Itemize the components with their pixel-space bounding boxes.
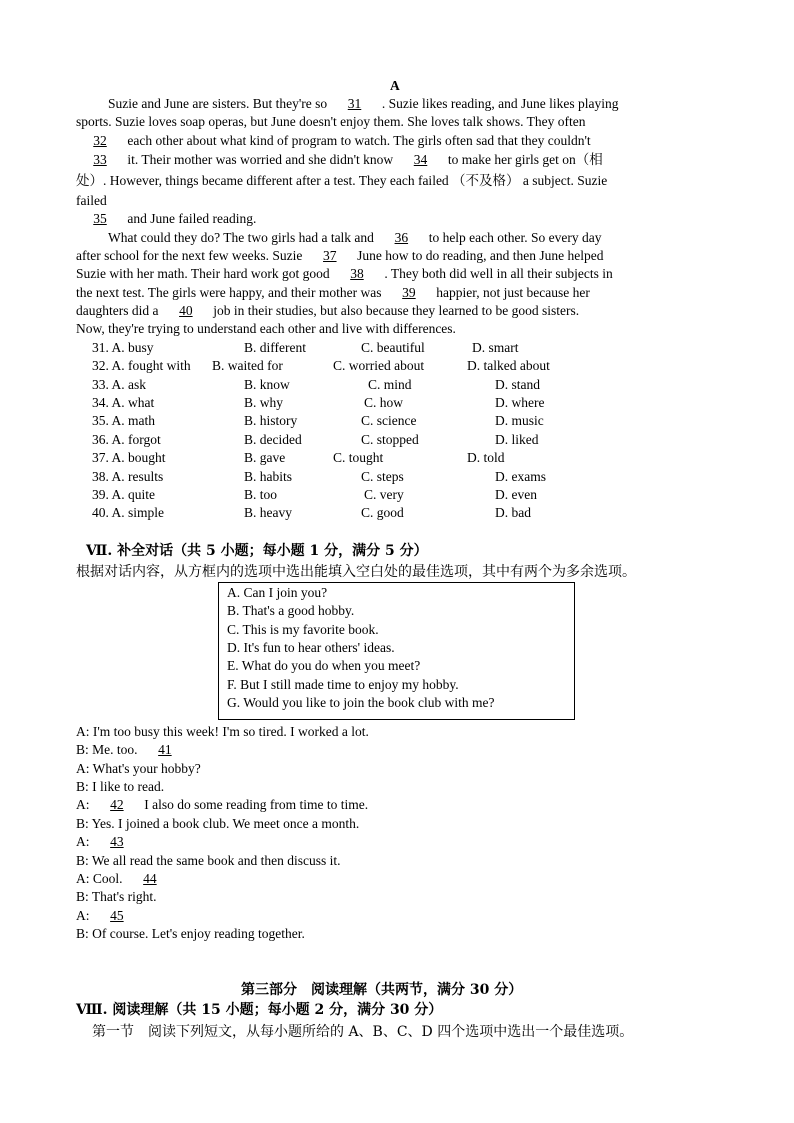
blank-45: 45 [110, 908, 124, 923]
section-heading: Ⅷ. 阅读理解（共 15 小题；每小题 2 分，满分 30 分） [76, 1002, 443, 1018]
question-31-a: 31. A. busy [92, 340, 154, 355]
passage-text: June how to do reading, and then June helped [357, 248, 604, 263]
option-f: F. But I still made time to enjoy my hobby. [227, 677, 459, 692]
section-instruction: 根据对话内容，从方框内的选项中选出能填入空白处的最佳选项，其中有两个为多余选项。 [76, 564, 636, 580]
section-instruction: 第一节 阅读下列短文，从每小题所给的 A、B、C、D 四个选项中选出一个最佳选项。 [92, 1024, 634, 1040]
question-40-a: 40. A. simple [92, 505, 165, 520]
passage-text: it. Their mother was worried and she didn't know [127, 152, 394, 167]
passage-line [76, 302, 579, 320]
question-36-a: 36. A. forgot [92, 432, 161, 447]
passage-line [108, 95, 618, 113]
question-33-d: D. stand [495, 377, 540, 392]
passage-text: to help each other. So every day [428, 230, 602, 245]
passage-line [76, 265, 613, 283]
blank-43: 43 [110, 834, 124, 849]
dialog-line [76, 870, 174, 888]
passage-text: Suzie with her math. Their hard work got good [76, 266, 330, 281]
question-31-b: B. different [244, 340, 306, 355]
question-40-c: C. good [361, 505, 404, 520]
blank-36: 36 [394, 230, 409, 245]
question-39-d: D. even [495, 487, 537, 502]
passage-text: job in their studies, but also because they learned to be good sisters. [213, 303, 580, 318]
question-32-c: C. worried about [333, 358, 425, 373]
option-e: E. What do you do when you meet? [227, 658, 421, 673]
dialog-text: A: [76, 797, 90, 812]
passage-text: What could they do? The two girls had a talk and [108, 230, 374, 245]
passage-line [76, 247, 604, 265]
question-37-b: B. gave [244, 450, 286, 465]
dialog-text: A: Cool. [76, 871, 123, 886]
question-33-b: B. know [244, 377, 290, 392]
section-heading: Ⅶ. 补全对话（共 5 小题；每小题 1 分，满分 5 分） [86, 543, 428, 559]
passage-line [76, 132, 591, 150]
question-35-a: 35. A. math [92, 413, 155, 428]
dialog-line [76, 741, 189, 759]
dialog-line: B: I like to read. [76, 779, 165, 794]
blank-40: 40 [179, 303, 193, 318]
passage-text: happier, not just because her [436, 285, 590, 300]
part-heading: 第三部分 阅读理解（共两节，满分 30 分） [241, 982, 523, 998]
passage-text: . They both did well in all their subjects in [384, 266, 613, 281]
passage-line: Now, they're trying to understand each other and live with differences. [76, 321, 456, 336]
question-34-a: 34. A. what [92, 395, 155, 410]
question-36-c: C. stopped [361, 432, 419, 447]
option-c: C. This is my favorite book. [227, 622, 379, 637]
passage-text: . Suzie likes reading, and June likes playing [381, 96, 619, 111]
dialog-line: B: Of course. Let's enjoy reading together. [76, 926, 305, 941]
blank-31: 31 [347, 96, 362, 111]
option-a: A. Can I join you? [227, 585, 328, 600]
blank-34: 34 [413, 152, 428, 167]
question-34-d: D. where [495, 395, 545, 410]
passage-line [108, 229, 602, 247]
question-37-d: D. told [467, 450, 505, 465]
question-35-d: D. music [495, 413, 544, 428]
question-33-c: C. mind [368, 377, 412, 392]
blank-44: 44 [143, 871, 157, 886]
blank-32: 32 [93, 133, 107, 148]
passage-text: the next test. The girls were happy, and their mother was [76, 285, 382, 300]
blank-37: 37 [323, 248, 337, 263]
passage-line: failed [76, 193, 107, 208]
blank-38: 38 [350, 266, 364, 281]
question-38-a: 38. A. results [92, 469, 164, 484]
options-box [218, 582, 575, 720]
passage-text: daughters did a [76, 303, 159, 318]
blank-39: 39 [402, 285, 416, 300]
question-31-c: C. beautiful [361, 340, 425, 355]
question-37-a: 37. A. bought [92, 450, 166, 465]
passage-text: and June failed reading. [127, 211, 257, 226]
question-32-b: B. waited for [212, 358, 283, 373]
question-39-a: 39. A. quite [92, 487, 155, 502]
blank-33: 33 [93, 152, 107, 167]
blank-41: 41 [158, 742, 172, 757]
dialog-line: A: What's your hobby? [76, 761, 201, 776]
question-40-d: D. bad [495, 505, 531, 520]
dialog-text: B: Me. too. [76, 742, 138, 757]
question-38-b: B. habits [244, 469, 293, 484]
question-37-c: C. tought [333, 450, 384, 465]
passage-line [76, 151, 603, 169]
question-38-d: D. exams [495, 469, 546, 484]
passage-line [76, 210, 256, 228]
option-g: G. Would you like to join the book club with me? [227, 695, 495, 710]
passage-line: sports. Suzie loves soap operas, but June doesn't enjoy them. She loves talk shows. They often [76, 114, 586, 129]
dialog-line: B: That's right. [76, 889, 157, 904]
blank-35: 35 [93, 211, 107, 226]
dialog-line [76, 796, 368, 814]
question-35-b: B. history [244, 413, 298, 428]
dialog-line: B: Yes. I joined a book club. We meet once a month. [76, 816, 360, 831]
dialog-line [76, 833, 141, 851]
option-b: B. That's a good hobby. [227, 603, 355, 618]
passage-line: 处）. However, things became different after a test. They each failed （不及格） a subject. Suzie [76, 173, 608, 188]
question-39-b: B. too [244, 487, 278, 502]
question-33-a: 33. A. ask [92, 377, 146, 392]
question-34-b: B. why [244, 395, 284, 410]
question-31-d: D. smart [472, 340, 519, 355]
passage-text: each other about what kind of program to watch. The girls often sad that they couldn't [127, 133, 591, 148]
question-36-b: B. decided [244, 432, 302, 447]
blank-42: 42 [110, 797, 124, 812]
dialog-line: B: We all read the same book and then discuss it. [76, 853, 341, 868]
dialog-line: A: I'm too busy this week! I'm so tired. I worked a lot. [76, 724, 369, 739]
passage-text: to make her girls get on（相 [447, 152, 603, 167]
dialog-text: I also do some reading from time to time. [144, 797, 369, 812]
option-d: D. It's fun to hear others' ideas. [227, 640, 395, 655]
question-39-c: C. very [364, 487, 404, 502]
question-38-c: C. steps [361, 469, 404, 484]
question-36-d: D. liked [495, 432, 539, 447]
dialog-text: A: [76, 834, 90, 849]
question-32-a: 32. A. fought with [92, 358, 191, 373]
passage-line [76, 284, 590, 302]
question-35-c: C. science [361, 413, 417, 428]
question-34-c: C. how [364, 395, 404, 410]
passage-text: after school for the next few weeks. Suzie [76, 248, 303, 263]
passage-title: A [390, 78, 400, 93]
question-32-d: D. talked about [467, 358, 550, 373]
dialog-line [76, 907, 141, 925]
passage-text: Suzie and June are sisters. But they're so [108, 96, 328, 111]
dialog-text: A: [76, 908, 90, 923]
question-40-b: B. heavy [244, 505, 292, 520]
